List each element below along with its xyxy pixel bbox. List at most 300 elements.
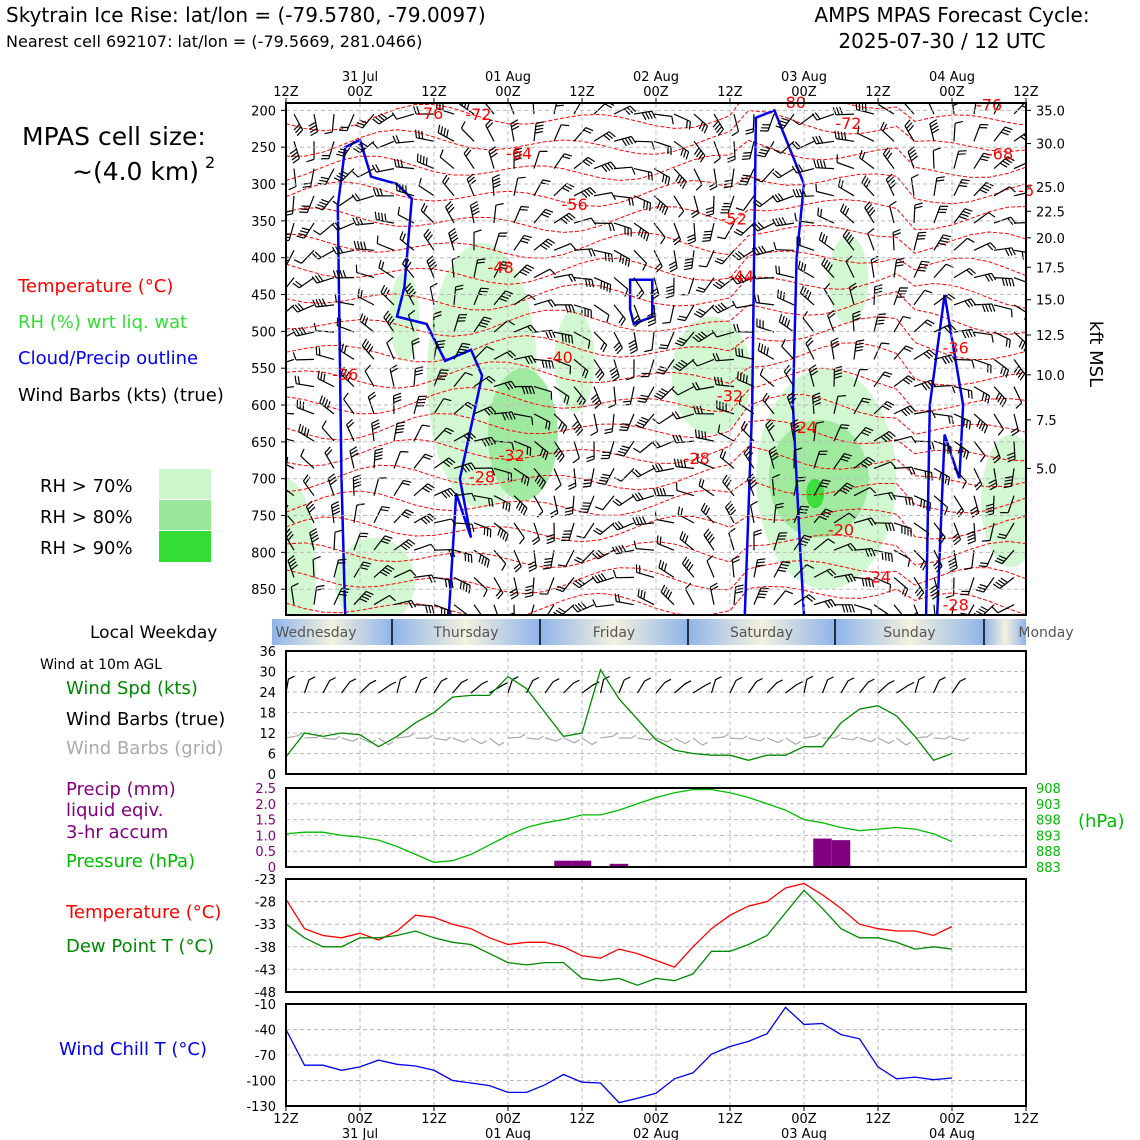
rh90-legend: RH > 90% bbox=[40, 538, 133, 559]
wind-barb bbox=[289, 169, 296, 190]
temperature-label: -52 bbox=[720, 209, 747, 229]
wind-barb bbox=[930, 120, 939, 142]
wind-barb bbox=[752, 246, 774, 255]
grid-wind-barb bbox=[342, 738, 359, 741]
temperature-label: -28 bbox=[469, 467, 496, 487]
grid-wind-barb bbox=[619, 735, 636, 738]
surface-wind-barb bbox=[656, 679, 671, 693]
wind-barb bbox=[677, 305, 694, 321]
surface-wind-barb bbox=[416, 677, 428, 693]
wind-barb bbox=[511, 120, 519, 142]
wind-barb bbox=[934, 264, 953, 277]
value-tick-label: 0 bbox=[267, 861, 276, 876]
wind-barb bbox=[773, 217, 794, 226]
wind-barb bbox=[294, 250, 314, 263]
wind-barb bbox=[572, 414, 582, 436]
wind-barb bbox=[994, 217, 1016, 224]
wind-barb bbox=[954, 121, 963, 141]
wind-barb bbox=[874, 372, 892, 387]
wind-barb bbox=[594, 132, 615, 142]
surface-wind-barb bbox=[619, 677, 630, 693]
wind-barb bbox=[894, 376, 915, 387]
wind-barb bbox=[554, 305, 574, 313]
wind-barb bbox=[914, 350, 935, 360]
value-tick-label: 1.0 bbox=[255, 829, 276, 845]
wind-barb bbox=[974, 359, 991, 373]
wind-barb bbox=[594, 162, 616, 172]
kft-tick-label: 25.0 bbox=[1036, 180, 1065, 196]
wind-panel-frame bbox=[286, 651, 1026, 774]
wind-barb bbox=[474, 577, 487, 597]
wind-barb bbox=[414, 425, 430, 441]
wind-barb bbox=[293, 352, 314, 360]
wind-barb bbox=[591, 414, 598, 436]
value-tick-label: -130 bbox=[246, 1100, 276, 1115]
wind-barb bbox=[839, 179, 855, 196]
wind-barb bbox=[687, 223, 695, 244]
pressure-tick-label: 250 bbox=[251, 141, 276, 157]
wind-barb bbox=[414, 605, 434, 614]
wind-barb bbox=[894, 577, 908, 596]
bottom-time-label: 12Z bbox=[273, 1112, 299, 1127]
product-title: AMPS MPAS Forecast Cycle: bbox=[814, 3, 1090, 27]
wind-barb bbox=[613, 570, 634, 578]
wind-barb bbox=[543, 550, 554, 569]
wind-barb bbox=[614, 305, 625, 326]
wind-speed-legend: Wind Spd (kts) bbox=[66, 678, 198, 699]
wind-barb bbox=[454, 577, 470, 593]
wind-barb-true-legend: Wind Barbs (true) bbox=[66, 709, 226, 730]
value-tick-label: -28 bbox=[254, 895, 276, 911]
surface-wind-barb bbox=[952, 678, 966, 693]
value-tick-label: 2.5 bbox=[255, 782, 276, 797]
dewpoint-series-legend: Dew Point T (°C) bbox=[66, 936, 215, 957]
dewpoint-line bbox=[286, 890, 952, 985]
cell-size-exponent: 2 bbox=[205, 153, 216, 172]
wind-barb bbox=[803, 311, 814, 332]
wind-barb bbox=[633, 517, 654, 525]
wind-barb bbox=[565, 496, 574, 516]
wind-barb bbox=[461, 121, 474, 141]
wind-barb bbox=[610, 359, 619, 381]
wind-barb bbox=[554, 154, 572, 169]
kft-tick-label: 30.0 bbox=[1036, 137, 1065, 153]
grid-wind-barb bbox=[804, 733, 821, 738]
grid-wind-barb bbox=[878, 738, 894, 743]
wind-barb bbox=[392, 113, 414, 120]
grid-wind-barb bbox=[841, 737, 858, 740]
wind-barb bbox=[837, 155, 854, 169]
wind-barb bbox=[394, 393, 402, 414]
grid-wind-barb bbox=[934, 736, 951, 739]
value-tick-label: 0.5 bbox=[255, 845, 276, 861]
wind-barb bbox=[360, 314, 374, 333]
weekday-name: Monday bbox=[1018, 625, 1074, 641]
wind-barb bbox=[494, 550, 506, 570]
wind-barb bbox=[934, 414, 953, 424]
wind-barb bbox=[474, 523, 491, 538]
wind-barb bbox=[699, 250, 714, 266]
pressure-tick-label: 200 bbox=[251, 104, 276, 120]
pressure-tick-label: 750 bbox=[251, 509, 276, 525]
bottom-time-label: 12Z bbox=[865, 1112, 891, 1127]
wind-barb bbox=[372, 141, 394, 148]
wind-barb bbox=[680, 531, 694, 550]
grid-wind-barb bbox=[767, 738, 783, 743]
wind-barb bbox=[295, 376, 314, 387]
temperature-label: -28 bbox=[942, 595, 969, 615]
surface-wind-barb bbox=[767, 680, 783, 693]
wind-barb bbox=[494, 523, 508, 542]
wind-barb bbox=[528, 550, 536, 571]
wind-barb bbox=[974, 183, 994, 196]
wind-barb bbox=[634, 141, 654, 149]
wind-barb bbox=[816, 184, 834, 196]
wind-barb bbox=[831, 338, 839, 360]
wind-barb bbox=[732, 556, 740, 577]
wind-barb bbox=[334, 530, 343, 550]
bottom-time-label: 12Z bbox=[569, 1112, 595, 1127]
top-time-label: 12Z bbox=[1013, 85, 1039, 100]
surface-wind-barb bbox=[934, 677, 946, 693]
wind-barb bbox=[757, 141, 774, 157]
wind-barb bbox=[974, 243, 996, 251]
wind-barb bbox=[868, 229, 874, 251]
wind-barb bbox=[273, 382, 294, 389]
pressure-tick-label: 450 bbox=[251, 288, 276, 304]
wind-barb bbox=[373, 114, 394, 124]
wind-barb bbox=[614, 278, 628, 297]
wind-barb bbox=[715, 250, 734, 264]
wind-barb bbox=[669, 250, 677, 271]
wind-barb bbox=[394, 480, 411, 495]
wind-barb bbox=[854, 605, 871, 618]
wind-barb bbox=[706, 196, 714, 216]
wind-barb bbox=[806, 338, 814, 360]
wind-barb bbox=[592, 574, 614, 583]
wind-barb bbox=[914, 203, 923, 223]
wind-barb bbox=[333, 270, 354, 278]
grid-wind-barb bbox=[860, 738, 876, 742]
surface-wind-barb bbox=[860, 679, 875, 693]
wind-barb bbox=[914, 232, 926, 250]
wind-barb bbox=[678, 507, 694, 523]
value-tick-label: 24 bbox=[259, 686, 276, 701]
rh-legend: RH (%) wrt liq. wat bbox=[18, 312, 188, 333]
surface-wind-barb bbox=[804, 676, 813, 693]
cell-size-value: ~(4.0 km) bbox=[72, 157, 199, 186]
wind-barb bbox=[727, 141, 735, 162]
value-tick-label: 18 bbox=[259, 706, 276, 722]
rh70-swatch bbox=[159, 469, 211, 499]
rh70-legend: RH > 70% bbox=[40, 476, 133, 497]
wind-barb bbox=[532, 523, 540, 545]
grid-wind-barb bbox=[434, 737, 451, 740]
wind-barb bbox=[1014, 278, 1031, 292]
pressure-tick-label: 400 bbox=[251, 251, 276, 267]
wind-barb bbox=[755, 169, 774, 182]
wind-barb bbox=[1014, 131, 1035, 141]
grid-wind-barb bbox=[416, 735, 433, 738]
wind-barb bbox=[629, 332, 638, 354]
wind-barb bbox=[723, 475, 734, 496]
wind-barb bbox=[812, 113, 834, 121]
wind-barb bbox=[886, 174, 896, 196]
wind-barb bbox=[534, 300, 556, 308]
wind-barb bbox=[751, 501, 758, 523]
wind-barb bbox=[309, 114, 318, 136]
wind-barb bbox=[534, 122, 544, 142]
wind-barb bbox=[595, 496, 614, 510]
wind-barb bbox=[994, 305, 1012, 317]
top-time-label: 00Z bbox=[643, 85, 669, 100]
temperature-label: -56 bbox=[561, 194, 588, 214]
wind-barb bbox=[994, 387, 1006, 407]
surface-wind-barb bbox=[490, 683, 508, 693]
wind-barb bbox=[550, 496, 558, 518]
wind-barb bbox=[293, 278, 314, 288]
surface-wind-barb bbox=[897, 682, 915, 693]
temperature-label: -24 bbox=[864, 567, 892, 587]
bottom-time-label: 00Z bbox=[643, 1112, 669, 1127]
bottom-time-label: 12Z bbox=[1013, 1112, 1039, 1127]
wind-barb bbox=[614, 332, 623, 354]
wind-barb bbox=[933, 148, 941, 169]
bottom-date-label: 01 Aug bbox=[484, 1127, 532, 1140]
top-time-label: 00Z bbox=[495, 85, 521, 100]
wind-barb bbox=[905, 120, 914, 142]
temperature-label: -76 bbox=[417, 104, 444, 124]
wind-barb bbox=[862, 176, 874, 196]
rh80-swatch bbox=[159, 500, 211, 530]
pressure-tick-label: 850 bbox=[251, 583, 276, 599]
top-date-label: 04 Aug bbox=[928, 70, 976, 85]
wind-barb bbox=[974, 414, 988, 433]
wind-barb bbox=[673, 435, 694, 443]
wind-barb bbox=[274, 405, 294, 414]
wind-barb bbox=[865, 202, 875, 224]
value-tick-label: -48 bbox=[254, 986, 276, 1001]
grid-wind-barb bbox=[564, 738, 580, 743]
wind-barb bbox=[974, 213, 995, 224]
wind-barb bbox=[421, 203, 434, 223]
precip-legend-2: liquid eqiv. bbox=[66, 800, 164, 821]
value-tick-label: 893 bbox=[1036, 829, 1061, 845]
wind-barb bbox=[494, 577, 503, 599]
wind-barb-grid-legend: Wind Barbs (grid) bbox=[66, 738, 224, 759]
wind-barb bbox=[655, 512, 674, 523]
temperature-label: -28 bbox=[683, 448, 710, 468]
wind-barb bbox=[347, 419, 354, 441]
wind-barb bbox=[554, 96, 566, 114]
value-tick-label: 898 bbox=[1036, 813, 1061, 829]
wind-barb bbox=[374, 507, 390, 523]
weekday-name: Wednesday bbox=[275, 625, 357, 641]
cross-section-panel bbox=[251, 85, 1065, 656]
wind-barb bbox=[393, 135, 414, 143]
wind-barb bbox=[574, 157, 595, 168]
wind-barb bbox=[573, 577, 594, 587]
temperature-label: -72 bbox=[465, 104, 492, 124]
top-date-label: 31 Jul bbox=[341, 70, 379, 85]
cell-subtitle: Nearest cell 692107: lat/lon = (-79.5669, 281.0466) bbox=[6, 32, 423, 51]
wind-barb bbox=[801, 286, 815, 305]
wind-barb bbox=[774, 591, 793, 605]
wind-barb bbox=[733, 301, 755, 308]
wind-barb bbox=[374, 188, 395, 196]
wind-barb bbox=[934, 177, 945, 196]
weekday-name: Friday bbox=[592, 625, 636, 641]
wind-barb bbox=[709, 169, 717, 190]
wind-barb bbox=[654, 488, 675, 496]
wind-barb bbox=[299, 424, 314, 441]
pressure-tick-label: 500 bbox=[251, 325, 276, 341]
wind-barb bbox=[616, 441, 634, 456]
wind-barb bbox=[372, 165, 394, 173]
top-time-label: 12Z bbox=[421, 85, 447, 100]
temperature-label: -6 bbox=[1018, 180, 1034, 200]
wind-barb bbox=[615, 594, 634, 605]
wind-barb bbox=[934, 235, 951, 250]
grid-wind-barb bbox=[749, 738, 766, 741]
wind-barb bbox=[312, 275, 334, 283]
wind-barb bbox=[704, 529, 714, 550]
station-title: Skytrain Ice Rise: lat/lon = (-79.5780, -79.0097) bbox=[6, 3, 486, 27]
wind-barb bbox=[577, 523, 595, 538]
wind-barb bbox=[414, 484, 434, 496]
pressure-tick-label: 600 bbox=[251, 399, 276, 415]
wind-barb bbox=[758, 343, 774, 360]
value-tick-label: 888 bbox=[1036, 845, 1061, 861]
wind-barb bbox=[712, 303, 734, 313]
rh80-legend: RH > 80% bbox=[40, 507, 133, 528]
wind-barb bbox=[960, 577, 974, 594]
top-time-label: 12Z bbox=[273, 85, 299, 100]
temperature-label: -20 bbox=[827, 520, 855, 540]
wind-barb bbox=[574, 128, 593, 142]
wind-barb bbox=[635, 414, 654, 428]
wind-barb bbox=[778, 290, 794, 305]
surface-wind-barb bbox=[379, 682, 397, 693]
wind-barb bbox=[449, 229, 458, 251]
wind-barb bbox=[434, 488, 456, 498]
wind-barb bbox=[726, 501, 736, 523]
grid-wind-barb bbox=[582, 738, 597, 745]
surface-wind-barb bbox=[712, 677, 722, 693]
temperature-line bbox=[286, 884, 952, 968]
wind-barb bbox=[994, 248, 1015, 256]
wind-barb bbox=[294, 114, 303, 136]
wind-barb bbox=[307, 141, 315, 162]
wind-barb bbox=[299, 196, 314, 213]
grid-wind-barb bbox=[490, 738, 505, 745]
wind-10m-title: Wind at 10m AGL bbox=[40, 657, 163, 673]
surface-wind-barb bbox=[693, 683, 711, 693]
wind-barb bbox=[427, 256, 437, 278]
wind-barb bbox=[710, 583, 718, 605]
wind-barb bbox=[593, 600, 614, 607]
bottom-time-label: 00Z bbox=[939, 1112, 965, 1127]
wind-barb bbox=[414, 454, 433, 468]
wind-barb bbox=[510, 577, 518, 599]
wind-barb bbox=[654, 114, 673, 124]
wind-barb bbox=[792, 141, 814, 149]
temperature-label: -76 bbox=[975, 95, 1003, 115]
top-time-label: 12Z bbox=[865, 85, 891, 100]
value-tick-label: -33 bbox=[254, 918, 276, 934]
wind-barb bbox=[659, 332, 674, 349]
wind-barb bbox=[593, 523, 614, 535]
wind-barb bbox=[814, 600, 836, 609]
bottom-time-label: 00Z bbox=[347, 1112, 373, 1127]
wind-barb bbox=[352, 194, 374, 201]
wind-barb bbox=[612, 521, 634, 530]
bottom-time-label: 00Z bbox=[495, 1112, 521, 1127]
wind-barb bbox=[464, 147, 474, 168]
pressure-tick-label: 650 bbox=[251, 435, 276, 451]
wind-barb bbox=[883, 148, 894, 169]
top-date-label: 02 Aug bbox=[632, 70, 680, 85]
surface-wind-barb bbox=[915, 677, 925, 694]
wind-barb bbox=[734, 585, 744, 605]
wind-barb bbox=[583, 468, 594, 487]
weekday-name: Saturday bbox=[729, 625, 794, 641]
kft-tick-label: 17.5 bbox=[1036, 261, 1065, 277]
kft-tick-label: 20.0 bbox=[1036, 231, 1065, 247]
wind-barb bbox=[443, 175, 454, 196]
wind-barb bbox=[446, 201, 455, 223]
wind-barb bbox=[974, 125, 988, 142]
wind-barb bbox=[314, 586, 325, 605]
wind-speed-line bbox=[286, 670, 952, 761]
bottom-date-label: 03 Aug bbox=[780, 1127, 828, 1140]
wind-barb bbox=[894, 346, 913, 360]
wind-barb bbox=[694, 114, 708, 133]
wind-barb bbox=[911, 175, 918, 196]
wind-barb bbox=[779, 314, 794, 332]
wind-barb bbox=[680, 278, 694, 295]
wind-barb bbox=[623, 387, 635, 406]
value-tick-label: 36 bbox=[259, 645, 276, 660]
grid-wind-barb bbox=[323, 736, 340, 739]
wind-barb bbox=[954, 238, 974, 250]
surface-wind-barb bbox=[545, 679, 559, 693]
wind-barb bbox=[434, 519, 456, 526]
wind-barb bbox=[297, 223, 315, 238]
wind-barb bbox=[794, 595, 815, 605]
wind-barb bbox=[634, 223, 649, 241]
wind-barb bbox=[316, 347, 334, 360]
wind-barb bbox=[993, 577, 1014, 588]
wind-barb bbox=[467, 174, 476, 196]
value-tick-label: 30 bbox=[259, 665, 276, 681]
surface-wind-barb bbox=[360, 680, 376, 693]
wind-speed-panel bbox=[259, 645, 1026, 783]
grid-wind-barb bbox=[545, 738, 562, 741]
wind-barb bbox=[554, 468, 561, 490]
cycle-title: 2025-07-30 / 12 UTC bbox=[838, 29, 1046, 53]
top-time-label: 12Z bbox=[717, 85, 743, 100]
wind-barb bbox=[534, 496, 543, 518]
wind-barb bbox=[633, 441, 654, 452]
bottom-time-axis bbox=[273, 1106, 1039, 1140]
wind-barb bbox=[274, 305, 295, 317]
wind-barb bbox=[598, 468, 614, 484]
wind-barb bbox=[303, 475, 314, 496]
pressure-unit: (hPa) bbox=[1078, 811, 1125, 832]
wind-barb bbox=[691, 196, 699, 218]
wind-barb bbox=[894, 258, 904, 277]
